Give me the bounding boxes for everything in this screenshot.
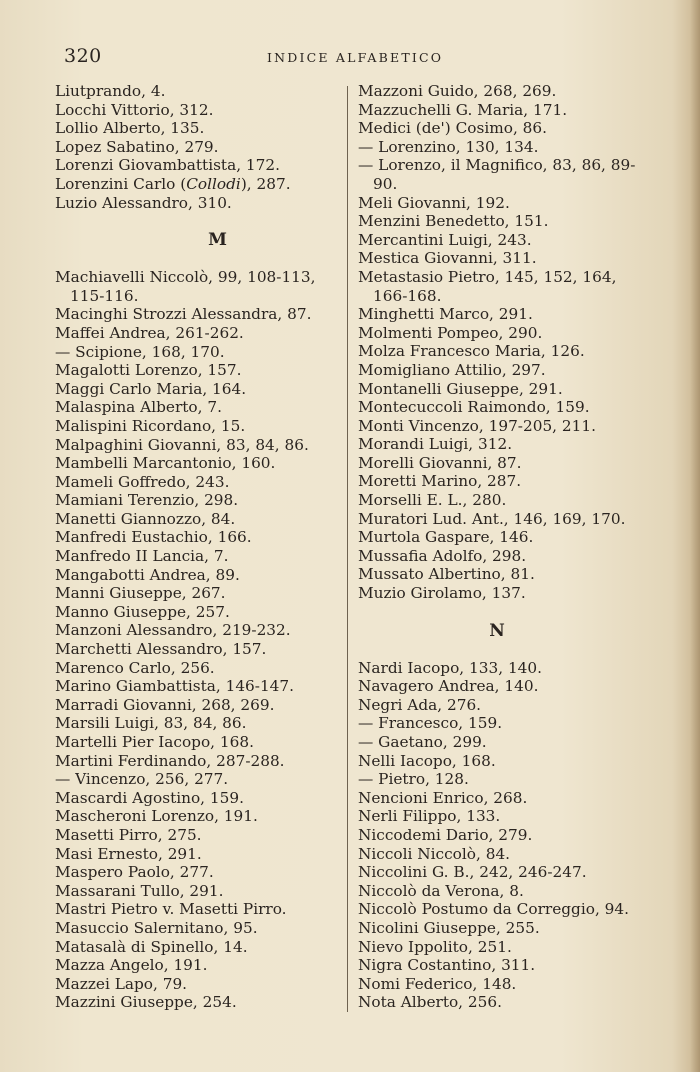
column-divider	[347, 86, 348, 1012]
index-entry: — Scipione, 168, 170.	[55, 342, 225, 361]
index-entry: Niccolini G. B., 242, 246-247.	[358, 863, 587, 882]
index-entry: Muzio Girolamo, 137.	[358, 584, 526, 603]
index-entry: Manetti Giannozzo, 84.	[55, 509, 236, 528]
right-column	[358, 82, 650, 1012]
index-entry: Mazzoni Guido, 268, 269.	[358, 82, 557, 100]
index-entry: Maffei Andrea, 261-262.	[55, 323, 244, 342]
index-entry: Momigliano Attilio, 297.	[358, 360, 546, 379]
index-entry: Minghetti Marco, 291.	[358, 305, 533, 324]
index-entry: Mazzini Giuseppe, 254.	[55, 993, 237, 1012]
index-entry: Nerli Filippo, 133.	[358, 807, 501, 826]
index-entry: Liutprando, 4.	[55, 82, 166, 100]
index-entry: Molmenti Pompeo, 290.	[358, 323, 543, 342]
index-entry: Montanelli Giuseppe, 291.	[358, 379, 563, 398]
running-title: INDICE ALFABETICO	[267, 50, 444, 65]
index-entry: Niccolò da Verona, 8.	[358, 881, 524, 900]
index-entry: Machiavelli Niccolò, 99, 108-113, 115-116.	[55, 268, 316, 305]
index-entry: Niccolò Postumo da Correggio, 94.	[358, 900, 629, 919]
index-entry: — Francesco, 159.	[358, 714, 503, 733]
index-entry: Masetti Pirro, 275.	[55, 825, 202, 844]
index-entry: Mastri Pietro v. Masetti Pirro.	[55, 900, 287, 919]
index-entry: Matasalà di Spinello, 14.	[55, 937, 248, 956]
index-entry: — Gaetano, 299.	[358, 733, 487, 751]
index-entry: Manzoni Alessandro, 219-232.	[55, 621, 291, 640]
index-entry: Mercantini Luigi, 243.	[358, 230, 532, 249]
entries-l-continued	[55, 194, 340, 213]
index-entry: Marenco Carlo, 256.	[55, 658, 215, 677]
index-entry: Masi Ernesto, 291.	[55, 844, 202, 863]
index-entry: Lollio Alberto, 135.	[55, 119, 205, 138]
index-entry: Mussafia Adolfo, 298.	[358, 546, 527, 565]
index-entry: Navagero Andrea, 140.	[358, 677, 539, 696]
entries-m-continued	[358, 82, 650, 603]
entries-l	[55, 82, 340, 175]
index-entry: — Lorenzo, il Magnifico, 83, 86, 89-90.	[358, 156, 636, 193]
index-entry: Malispini Ricordano, 15.	[55, 416, 246, 435]
index-entry: Nota Alberto, 256.	[358, 993, 502, 1012]
left-column	[55, 82, 340, 1012]
index-entry: Montecuccoli Raimondo, 159.	[358, 398, 590, 417]
index-entry: Luzio Alessandro, 310.	[55, 193, 232, 212]
index-entry: Metastasio Pietro, 145, 152, 164, 166-168.	[358, 267, 617, 305]
index-entry: Niccoli Niccolò, 84.	[358, 844, 511, 863]
index-entry: Mameli Goffredo, 243.	[55, 472, 230, 491]
index-entry: Magalotti Lorenzo, 157.	[55, 361, 242, 380]
index-entry: Nardi Iacopo, 133, 140.	[358, 658, 543, 677]
index-entry: Nencioni Enrico, 268.	[358, 788, 528, 807]
index-entry: Mascheroni Lorenzo, 191.	[55, 807, 258, 826]
index-entry: Medici (de') Cosimo, 86.	[358, 119, 547, 138]
index-entry: Marino Giambattista, 146-147.	[55, 677, 295, 696]
index-entry: Monti Vincenzo, 197-205, 211.	[358, 416, 596, 435]
index-entry: Mamiani Terenzio, 298.	[55, 491, 239, 510]
page-number: 320	[64, 45, 102, 67]
entry-text: ), 287.	[240, 174, 291, 193]
index-entry: Nicolini Giuseppe, 255.	[358, 918, 540, 937]
index-entry: Manni Giuseppe, 267.	[55, 584, 226, 603]
index-entry: Niccodemi Dario, 279.	[358, 825, 533, 844]
index-entry: Marchetti Alessandro, 157.	[55, 640, 267, 659]
index-entry: Marradi Giovanni, 268, 269.	[55, 695, 275, 714]
index-entry: Nigra Costantino, 311.	[358, 956, 536, 975]
index-entry: Mestica Giovanni, 311.	[358, 249, 537, 268]
index-entry: Manfredi Eustachio, 166.	[55, 528, 252, 547]
index-entry: Masuccio Salernitano, 95.	[55, 918, 258, 937]
index-entry: Morelli Giovanni, 87.	[358, 453, 522, 472]
index-entry: Mazzuchelli G. Maria, 171.	[358, 100, 568, 119]
index-entry: Morselli E. L., 280.	[358, 491, 507, 510]
index-entry: Malpaghini Giovanni, 83, 84, 86.	[55, 435, 309, 454]
index-entry: Mussato Albertino, 81.	[358, 565, 535, 584]
index-entry: Mambelli Marcantonio, 160.	[55, 454, 276, 473]
index-entry: Mazza Angelo, 191.	[55, 956, 208, 975]
index-entry: Molza Francesco Maria, 126.	[358, 342, 585, 361]
index-entry: Locchi Vittorio, 312.	[55, 100, 214, 119]
index-entry: Morandi Luigi, 312.	[358, 435, 513, 454]
entries-m	[55, 268, 340, 1012]
index-entry: Muratori Lud. Ant., 146, 169, 170.	[358, 509, 626, 528]
index-entry: — Vincenzo, 256, 277.	[55, 770, 229, 789]
index-entry: Marsili Luigi, 83, 84, 86.	[55, 714, 247, 733]
index-entry: Mascardi Agostino, 159.	[55, 788, 244, 807]
index-entry: Nomi Federico, 148.	[358, 974, 517, 993]
entry-text: Lorenzini Carlo (	[55, 174, 187, 193]
index-entry: Mazzei Lapo, 79.	[55, 974, 188, 993]
index-entry: Lorenzi Giovambattista, 172.	[55, 156, 280, 175]
index-entry: Manfredo II Lancia, 7.	[55, 547, 229, 566]
section-letter-n: N	[489, 620, 505, 641]
index-entry: Menzini Benedetto, 151.	[358, 212, 549, 231]
page-header	[64, 45, 654, 69]
index-entry: Martelli Pier Iacopo, 168.	[55, 733, 254, 751]
index-entry: Maggi Carlo Maria, 164.	[55, 379, 247, 398]
index-entry: Malaspina Alberto, 7.	[55, 398, 222, 417]
index-entry: Lopez Sabatino, 279.	[55, 137, 219, 156]
index-entry: — Pietro, 128.	[358, 770, 469, 789]
index-entry: Moretti Marino, 287.	[358, 472, 522, 491]
index-entry: — Lorenzino, 130, 134.	[358, 137, 539, 156]
index-entry: Martini Ferdinando, 287-288.	[55, 751, 285, 770]
index-entry: Maspero Paolo, 277.	[55, 863, 214, 882]
index-entry: Mangabotti Andrea, 89.	[55, 565, 240, 584]
index-entry	[55, 175, 340, 194]
index-entry: Manno Giuseppe, 257.	[55, 602, 230, 621]
index-entry: Nelli Iacopo, 168.	[358, 751, 496, 770]
section-letter-m: M	[208, 230, 227, 251]
index-entry: Meli Giovanni, 192.	[358, 193, 510, 212]
entry-italic-text: Collodi	[186, 174, 241, 193]
index-entry: Murtola Gaspare, 146.	[358, 528, 534, 547]
index-entry: Massarani Tullo, 291.	[55, 881, 224, 900]
index-entry: Nievo Ippolito, 251.	[358, 937, 512, 956]
index-entry: Macinghi Strozzi Alessandra, 87.	[55, 305, 312, 324]
index-entry: Negri Ada, 276.	[358, 695, 482, 714]
entries-n	[358, 659, 650, 1012]
